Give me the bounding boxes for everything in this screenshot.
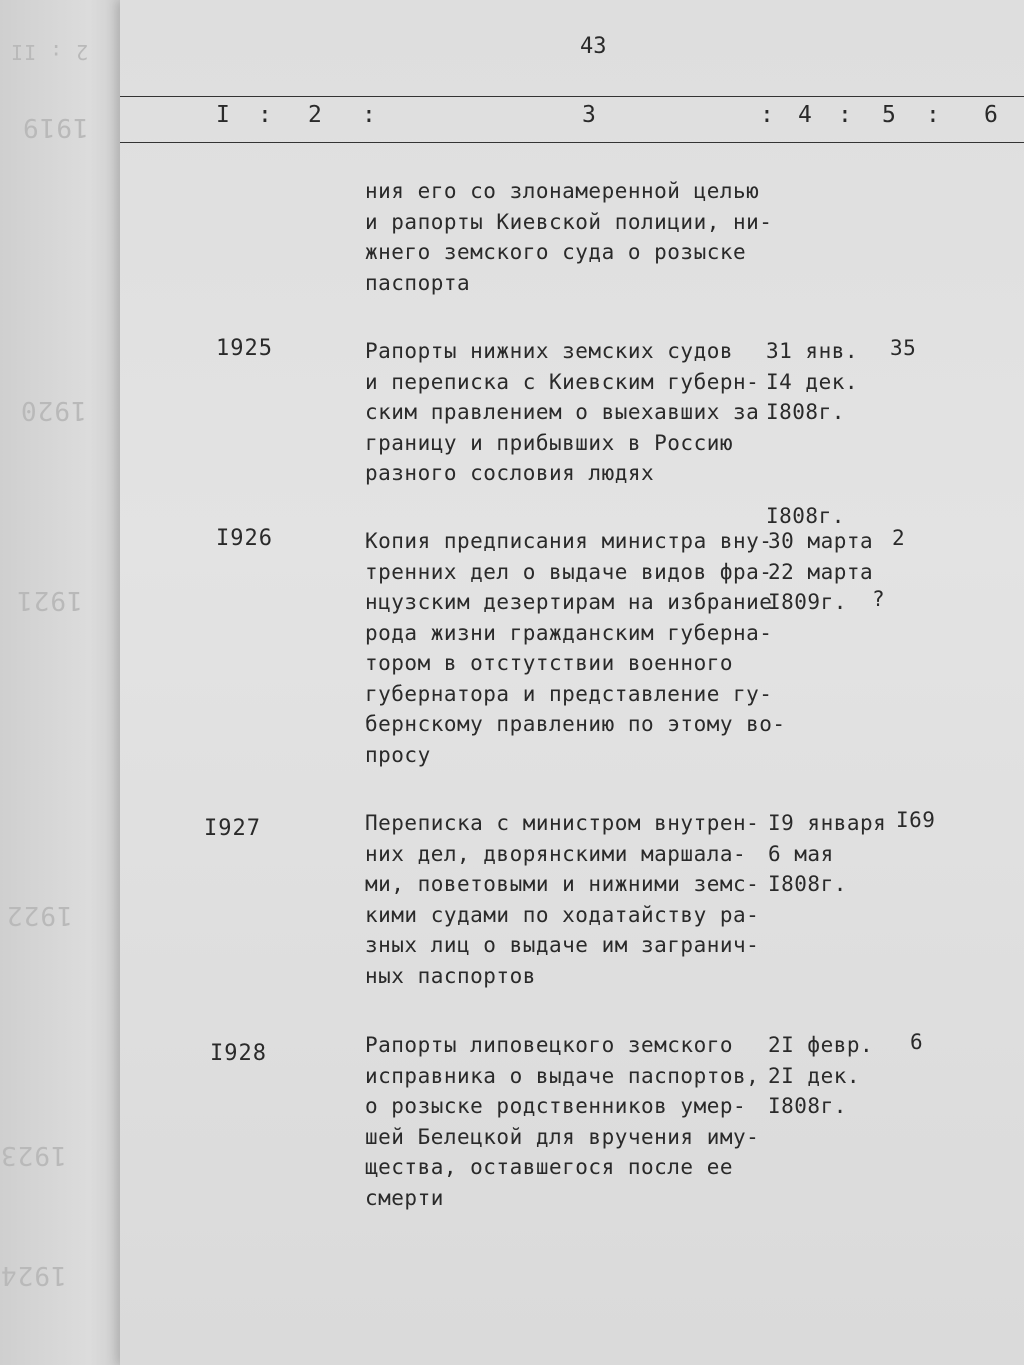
entry-number: 1925 bbox=[216, 336, 273, 361]
date-line: I9 января bbox=[768, 811, 887, 835]
column-header-2: 2 bbox=[308, 102, 322, 128]
entry-number: I926 bbox=[216, 526, 273, 551]
ghost-text: 1919 bbox=[22, 112, 89, 142]
date-line: I808г. bbox=[766, 400, 845, 424]
column-header-4: 4 bbox=[798, 102, 812, 128]
date-line: 31 янв. bbox=[766, 339, 859, 363]
ghost-text: 1920 bbox=[20, 395, 87, 425]
entry-date-pre: I808г. bbox=[766, 504, 845, 528]
description-line: о розыске родственников умер- bbox=[365, 1094, 747, 1118]
description-line: тренних дел о выдаче видов фра- bbox=[365, 559, 773, 584]
description-line: них дел, дворянскими маршала- bbox=[365, 841, 747, 866]
column-separator: : bbox=[838, 102, 852, 128]
description-line: Переписка с министром внутрен- bbox=[365, 811, 760, 835]
description-line: жнего земского суда о розыске bbox=[365, 240, 747, 264]
date-line: 6 мая bbox=[768, 841, 834, 866]
description-line: и рапорты Киевской полиции, ни- bbox=[365, 209, 773, 234]
date-line: 2I февр. bbox=[768, 1033, 874, 1057]
date-line: I809г. bbox=[768, 590, 847, 614]
entry-description bbox=[365, 808, 775, 991]
column-separator: : bbox=[258, 102, 272, 128]
entry-sheets: 35 bbox=[890, 336, 917, 360]
entry-description bbox=[365, 336, 775, 489]
entry-description bbox=[365, 176, 775, 298]
header-rule-top bbox=[120, 96, 1024, 97]
column-header-1: I bbox=[216, 102, 230, 128]
date-line: 2I дек. bbox=[768, 1063, 861, 1088]
entry-number: I928 bbox=[210, 1041, 267, 1066]
date-line: 30 марта bbox=[768, 529, 874, 553]
column-header-6: 6 bbox=[984, 102, 998, 128]
date-line: 22 марта bbox=[768, 559, 874, 584]
column-separator: : bbox=[760, 102, 774, 128]
entry-description bbox=[365, 526, 786, 770]
entry-sheets: 2 bbox=[892, 526, 906, 550]
description-line: зных лиц о выдаче им загранич- bbox=[365, 933, 760, 957]
entry-sheets: I69 bbox=[896, 808, 936, 832]
description-line: кими судами по ходатайству ра- bbox=[365, 902, 760, 927]
ghost-text: 1922 bbox=[6, 900, 73, 930]
description-line: ским правлением о выехавших за bbox=[365, 400, 760, 424]
adjacent-page-edge bbox=[0, 0, 128, 1365]
description-line: исправника о выдаче паспортов, bbox=[365, 1063, 760, 1088]
entry-sheets: 6 bbox=[910, 1030, 924, 1054]
description-line: нцузским дезертирам на избрание bbox=[365, 590, 773, 614]
entry-description bbox=[365, 1030, 775, 1213]
description-line: разного сословия людях bbox=[365, 461, 655, 485]
entry-dates bbox=[768, 526, 873, 618]
description-line: и переписка с Киевским губерн- bbox=[365, 369, 760, 394]
description-line: щества, оставшегося после ее bbox=[365, 1155, 734, 1179]
description-line: просу bbox=[365, 742, 431, 767]
column-header-3: 3 bbox=[582, 102, 596, 128]
description-line: бернскому правлению по этому во- bbox=[365, 712, 786, 736]
description-line: рода жизни гражданским губерна- bbox=[365, 620, 773, 645]
document-page bbox=[120, 0, 1024, 1365]
ghost-text: 1923 bbox=[0, 1140, 67, 1170]
description-line: шей Белецкой для вручения иму- bbox=[365, 1124, 760, 1149]
description-line: ных паспортов bbox=[365, 963, 536, 988]
entry-dates bbox=[768, 1030, 873, 1122]
description-line: ми, поветовыми и нижними земс- bbox=[365, 872, 760, 896]
page-number: 43 bbox=[580, 34, 607, 59]
ghost-text: 1921 bbox=[16, 585, 83, 615]
date-line: I4 дек. bbox=[766, 369, 859, 394]
date-line: I808г. bbox=[768, 872, 847, 896]
description-line: Рапорты нижних земских судов bbox=[365, 339, 734, 363]
description-line: смерти bbox=[365, 1185, 444, 1210]
description-line: границу и прибывших в Россию bbox=[365, 430, 734, 455]
description-line: Рапорты липовецкого земского bbox=[365, 1033, 734, 1057]
entry-number: I927 bbox=[204, 816, 261, 841]
description-line: Копия предписания министра вну- bbox=[365, 529, 773, 553]
description-line: паспорта bbox=[365, 270, 471, 295]
header-rule-bottom bbox=[120, 142, 1024, 143]
entry-note: ? bbox=[872, 587, 886, 611]
description-line: тором в отстутствии военного bbox=[365, 651, 734, 675]
column-header-5: 5 bbox=[882, 102, 896, 128]
column-separator: : bbox=[926, 102, 940, 128]
description-line: ния его со злонамеренной целью bbox=[365, 179, 760, 203]
ghost-text: 1924 bbox=[0, 1260, 67, 1290]
date-line: I808г. bbox=[768, 1094, 847, 1118]
ghost-text: 2 : II bbox=[10, 40, 89, 64]
description-line: губернатора и представление гу- bbox=[365, 681, 773, 706]
column-separator: : bbox=[362, 102, 376, 128]
entry-dates bbox=[768, 808, 886, 900]
entry-dates bbox=[766, 336, 858, 428]
